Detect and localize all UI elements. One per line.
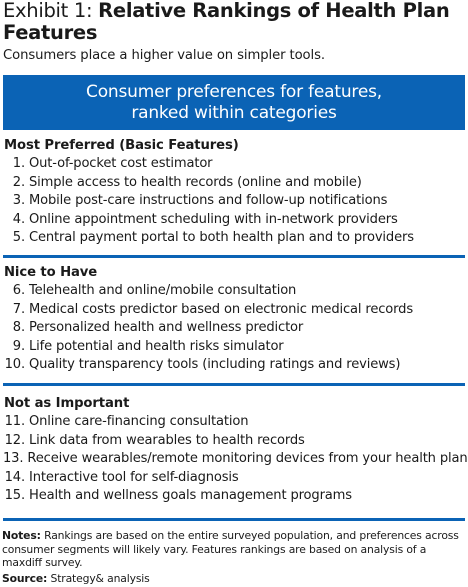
banner-line-1: Consumer preferences for features, — [86, 81, 382, 102]
exhibit-subtitle: Consumers place a higher value on simpler tools. — [3, 48, 325, 63]
feature-text: Interactive tool for self-diagnosis — [29, 469, 239, 485]
rank-number: 14. — [4, 469, 25, 485]
rank-number: 9. — [12, 338, 25, 354]
feature-text: Health and wellness goals management programs — [29, 488, 352, 504]
rank-number: 5. — [12, 230, 25, 246]
rank-number: 6. — [12, 283, 25, 298]
list-item — [3, 174, 465, 193]
ranking-list — [3, 413, 468, 506]
rank-number: 15. — [4, 488, 25, 504]
list-item — [3, 211, 465, 230]
ranking-list — [3, 155, 465, 248]
section-heading: Nice to Have — [4, 265, 98, 280]
feature-text: Personalized health and wellness predictor — [29, 320, 304, 336]
list-item — [3, 450, 468, 469]
notes-text: Rankings are based on the entire surveyed population, and preferences across consumer segments will likely vary. Features rankings are based on analysis of a maxdiff survey. — [2, 529, 459, 569]
feature-text: Telehealth and online/mobile consultation — [29, 283, 297, 298]
feature-text: Link data from wearables to health records — [29, 432, 305, 448]
feature-text: Medical costs predictor based on electronic medical records — [29, 301, 414, 317]
source — [2, 572, 150, 585]
rank-number: 11. — [4, 414, 25, 429]
source-label: Source: — [2, 572, 48, 585]
section-divider — [3, 383, 465, 386]
section-heading: Not as Important — [4, 396, 130, 411]
list-item — [3, 338, 465, 357]
list-item — [3, 432, 465, 451]
rank-number: 4. — [12, 211, 25, 227]
notes-label: Notes: — [2, 529, 41, 542]
list-item — [3, 192, 465, 211]
section-heading: Most Preferred (Basic Features) — [4, 138, 239, 153]
table-header-banner — [3, 75, 465, 130]
feature-text: Online appointment scheduling with in-network providers — [29, 211, 398, 227]
feature-text: Quality transparency tools (including ratings and reviews) — [29, 357, 401, 373]
feature-text: Simple access to health records (online and mobile) — [29, 174, 362, 190]
source-text: Strategy& analysis — [50, 572, 150, 585]
rank-number: 10. — [4, 357, 25, 373]
notes — [2, 529, 466, 570]
banner-line-2: ranked within categories — [131, 102, 337, 123]
list-item — [3, 487, 465, 506]
rank-number: 2. — [12, 174, 25, 190]
ranking-list — [3, 282, 465, 375]
feature-text: Receive wearables/remote monitoring devices from your health plan — [27, 451, 468, 467]
list-item — [3, 319, 465, 338]
list-item — [3, 282, 465, 301]
list-item — [3, 469, 465, 488]
feature-text: Mobile post-care instructions and follow-up notifications — [29, 193, 388, 209]
rank-number: 12. — [4, 432, 25, 448]
rank-number: 1. — [12, 156, 25, 171]
feature-text: Out-of-pocket cost estimator — [29, 156, 213, 171]
rank-number: 3. — [12, 193, 25, 209]
exhibit-heading: Relative Rankings of Health Plan Features — [3, 0, 450, 44]
list-item — [3, 356, 465, 375]
list-item — [3, 413, 465, 432]
section-divider — [3, 255, 465, 258]
section-nice-to-have — [3, 264, 465, 375]
list-item — [3, 229, 465, 248]
exhibit-label: Exhibit 1: — [3, 0, 93, 22]
feature-text: Central payment portal to both health plan and to providers — [29, 230, 414, 246]
rank-number: 7. — [12, 301, 25, 317]
section-most-preferred — [3, 137, 465, 248]
feature-text: Online care-financing consultation — [29, 414, 249, 429]
rank-number: 8. — [12, 320, 25, 336]
list-item — [3, 301, 465, 320]
exhibit-title — [3, 0, 465, 44]
rank-number: 13. — [3, 451, 24, 467]
feature-text: Life potential and health risks simulator — [29, 338, 284, 354]
section-not-as-important — [3, 395, 468, 506]
list-item — [3, 155, 465, 174]
bottom-rule — [3, 518, 465, 521]
